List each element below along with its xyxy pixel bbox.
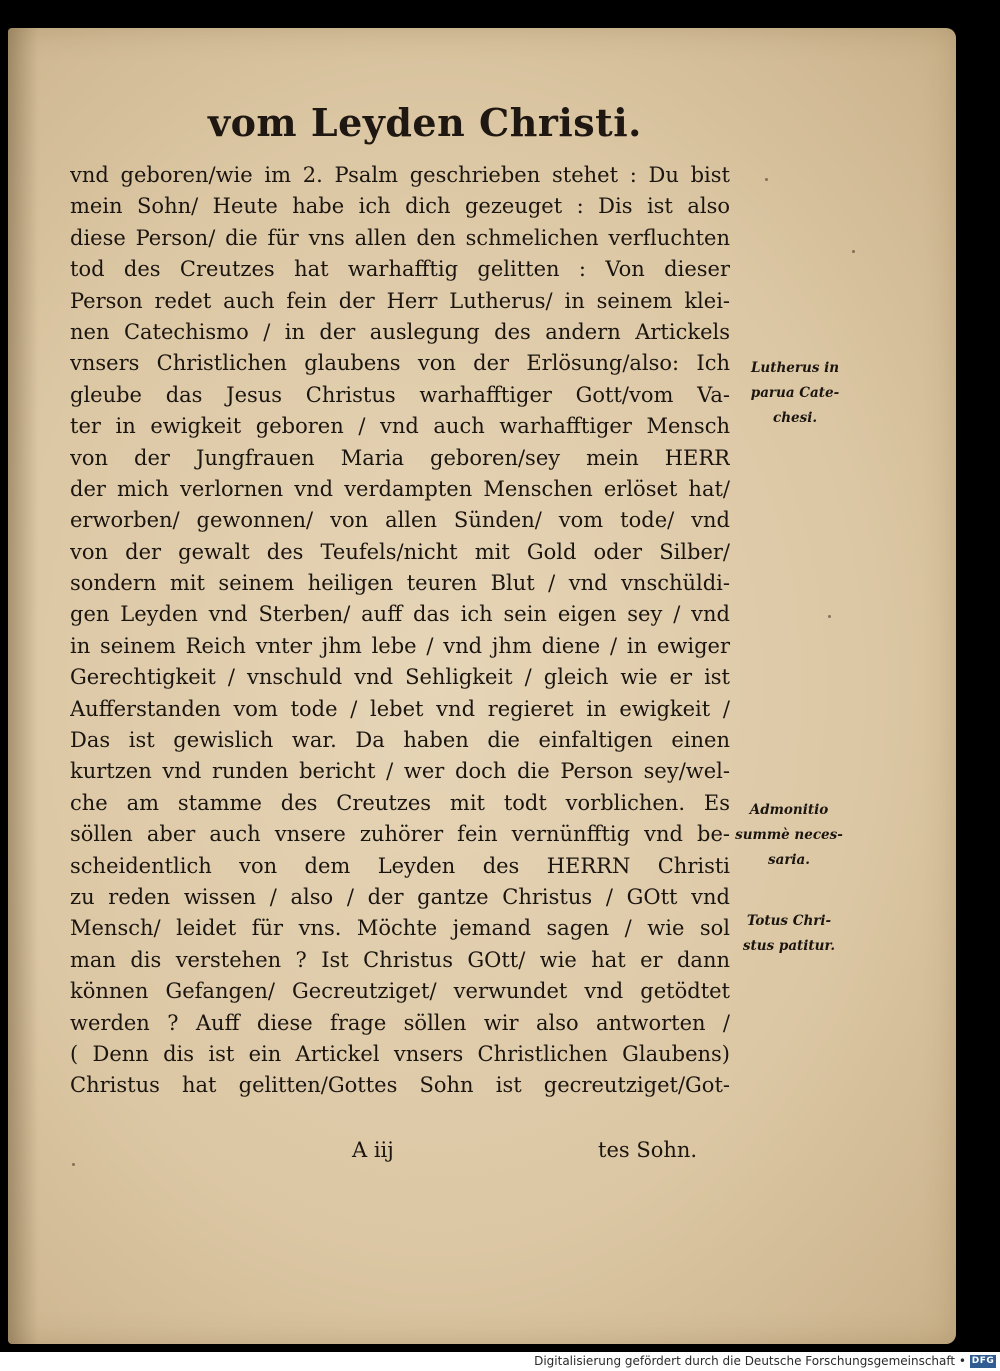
text-line: Mensch/ leidet für vns. Möchte jemand sagen / wie sol [70, 916, 730, 941]
paper-speck [852, 250, 855, 253]
marginal-note-admonitio [724, 798, 854, 873]
text-line: che am stamme des Creutzes mit todt vorblichen. Es [70, 790, 730, 815]
text-line: ter in ewigkeit geboren / vnd auch warhafftiger Mensch [70, 414, 730, 439]
text-line: Gerechtigkeit / vnschuld vnd Sehligkeit / gleich wie er ist [70, 665, 730, 690]
text-line: gleube das Jesus Christus warhafftiger Gott/vom Va- [70, 382, 730, 407]
marginal-note-line: summè neces- [735, 827, 843, 843]
text-line: tod des Creutzes hat warhafftig gelitten : Von dieser [70, 257, 730, 282]
marginal-note-line: Admonitio [749, 802, 829, 818]
text-line: erworben/ gewonnen/ von allen Sünden/ vom tode/ vnd [70, 508, 730, 533]
text-line: vnsers Christlichen glaubens von der Erlösung/also: Ich [70, 351, 730, 376]
gutter-shadow [8, 28, 38, 1344]
marginal-note-line: Totus Chri- [746, 913, 832, 929]
text-line: diese Person/ die für vns allen den schmelichen verfluchten [70, 225, 730, 250]
text-line: ( Denn dis ist ein Artickel vnsers Christlichen Glaubens) [70, 1041, 730, 1066]
marginal-note-line: stus patitur. [742, 938, 836, 954]
text-line: scheidentlich von dem Leyden des HERRN Christi [70, 853, 730, 878]
text-line: können Gefangen/ Gecreutziget/ verwundet vnd getödtet [70, 979, 730, 1004]
text-line: Person redet auch fein der Herr Lutherus/ in seinem klei- [70, 288, 730, 313]
text-line: mein Sohn/ Heute habe ich dich gezeuget : Dis ist also [70, 194, 730, 219]
text-line: von der gewalt des Teufels/nicht mit Gold oder Silber/ [70, 539, 730, 564]
text-line: kurtzen vnd runden bericht / wer doch die Person sey/wel- [70, 759, 730, 784]
text-line: Christus hat gelitten/Gottes Sohn ist gecreutziget/Got- [70, 1073, 730, 1098]
marginal-note-totus-christus [724, 909, 854, 959]
paper-speck [828, 615, 831, 618]
marginal-note-lutherus [730, 356, 860, 431]
text-line: Das ist gewislich war. Da haben die einfaltigen einen [70, 728, 730, 753]
marginal-note-line: saria. [767, 852, 811, 868]
marginal-note-line: parua Cate- [750, 385, 840, 401]
body-text [70, 160, 730, 1102]
text-line: werden ? Auff diese frage söllen wir also antworten / [70, 1010, 730, 1035]
text-line: nen Catechismo / in der auslegung des andern Artickels [70, 319, 730, 344]
text-line: in seinem Reich vnter jhm lebe / vnd jhm diene / in ewiger [70, 633, 730, 658]
signature-mark: A iij [352, 1138, 394, 1162]
marginal-note-line: Lutherus in [750, 360, 840, 376]
running-head: vom Leyden Christi. [208, 100, 642, 145]
funding-credit-text: Digitalisierung gefördert durch die Deutsche Forschungsgemeinschaft • [534, 1354, 966, 1368]
text-line: zu reden wissen / also / der gantze Christus / GOtt vnd [70, 884, 730, 909]
text-line: gen Leyden vnd Sterben/ auff das ich sein eigen sey / vnd [70, 602, 730, 627]
paper-speck [72, 1163, 75, 1166]
text-line: vnd geboren/wie im 2. Psalm geschrieben stehet : Du bist [70, 163, 730, 187]
catchword: tes Sohn. [598, 1138, 698, 1162]
text-line: man dis verstehen ? Ist Christus GOtt/ wie hat er dann [70, 947, 730, 972]
text-line: der mich verlornen vnd verdampten Menschen erlöset hat/ [70, 476, 730, 501]
paper-speck [765, 178, 768, 181]
text-line: von der Jungfrauen Maria geboren/sey mein HERR [70, 445, 730, 470]
marginal-note-line: chesi. [772, 410, 818, 426]
text-line: Aufferstanden vom tode / lebet vnd regieret in ewigkeit / [70, 696, 730, 721]
text-line: söllen aber auch vnsere zuhörer fein vernünfftig vnd be- [70, 822, 730, 847]
dfg-logo: DFG [971, 1356, 995, 1366]
text-line: sondern mit seinem heiligen teuren Blut / vnd vnschüldi- [70, 571, 730, 596]
